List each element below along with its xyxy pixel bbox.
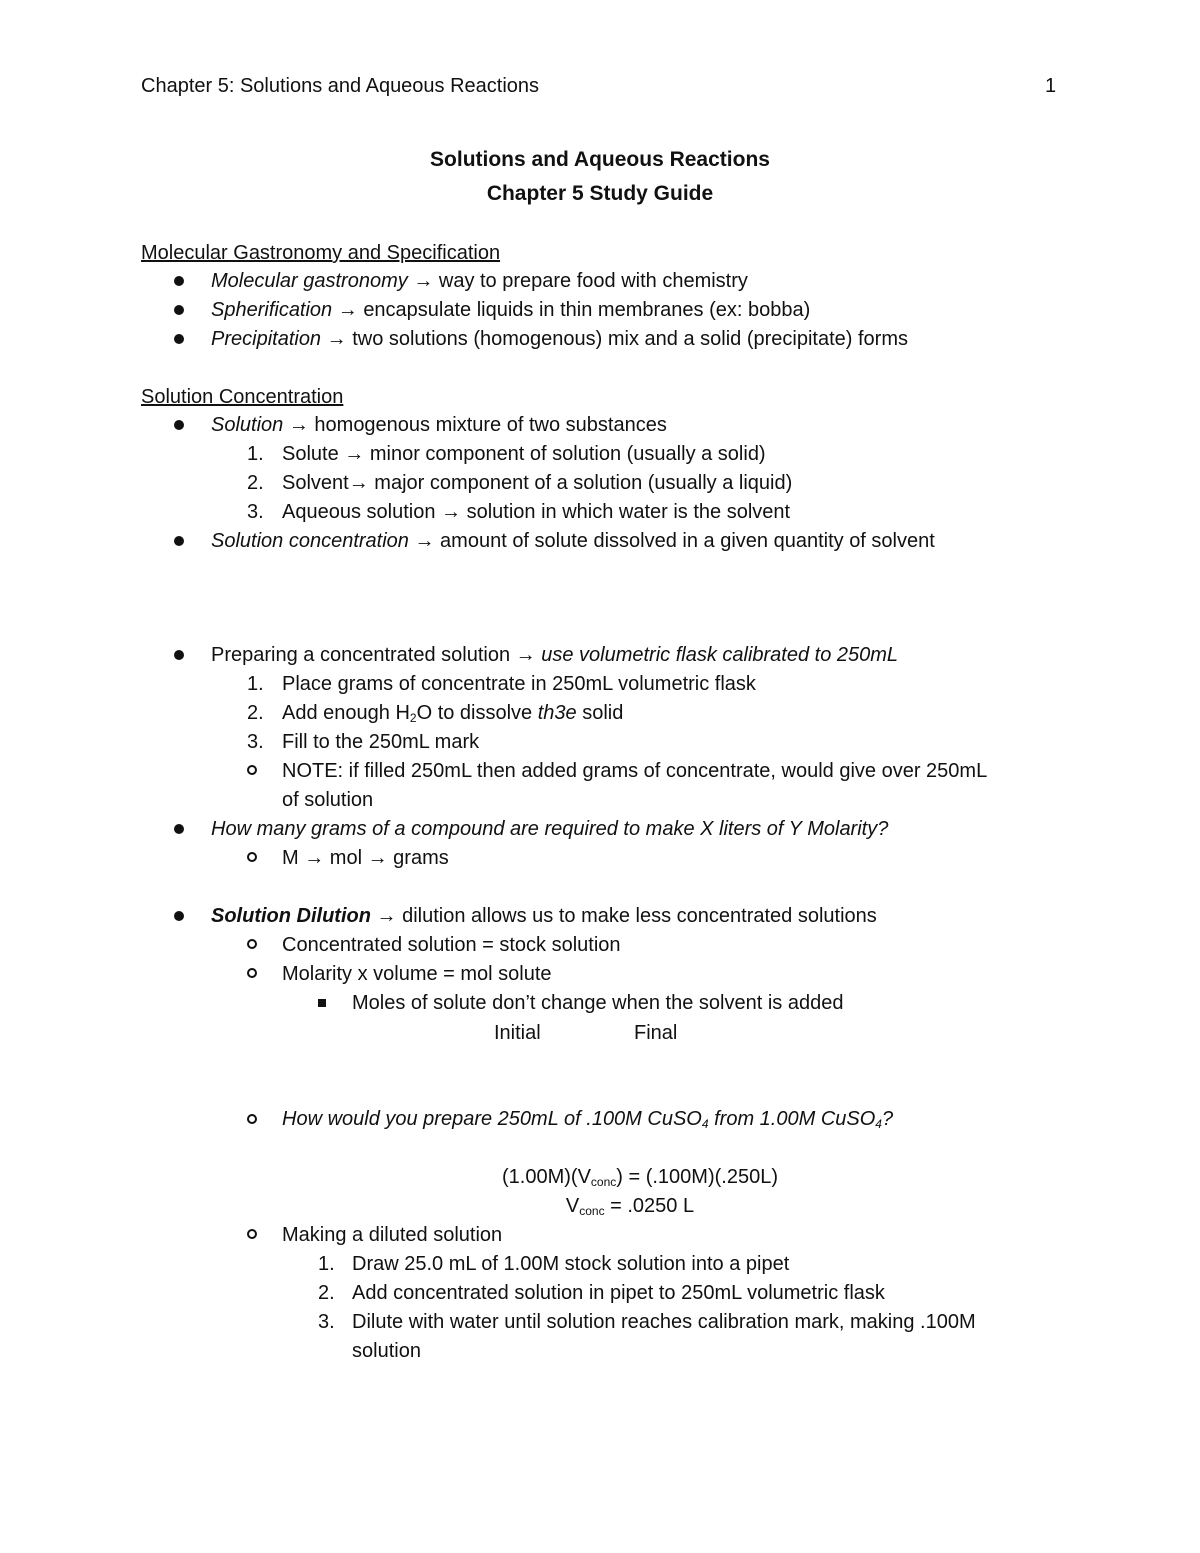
circle-bullet-icon	[247, 852, 257, 862]
list-item	[282, 700, 623, 726]
definition: way to prepare food with chemistry	[438, 270, 748, 292]
term: Spherification	[211, 299, 333, 321]
arrow-icon: →	[344, 443, 365, 465]
bullet-icon	[174, 334, 184, 344]
list-item	[282, 470, 792, 496]
list-item: Dilute with water until solution reaches calibration mark, making .100M	[352, 1311, 976, 1333]
question: How many grams of a compound are required to make X liters of Y Molarity?	[211, 818, 889, 840]
step-text: Add enough H	[282, 702, 410, 724]
conversion-path	[282, 845, 449, 871]
subscript: conc	[590, 1175, 617, 1189]
definition: minor component of solution (usually a solid)	[369, 443, 766, 465]
list-number: 3.	[247, 731, 264, 753]
equation-text: (1.00M)(V	[502, 1166, 591, 1188]
list-item: Draw 25.0 mL of 1.00M stock solution into a pipet	[352, 1253, 790, 1275]
list-item: Making a diluted solution	[282, 1224, 503, 1246]
list-item	[211, 412, 667, 438]
subscript: 4	[875, 1117, 882, 1131]
question-text: from 1.00M CuSO	[708, 1108, 876, 1130]
step-text: M	[282, 847, 299, 869]
arrow-icon: →	[441, 501, 462, 523]
definition: dilution allows us to make less concentrated solutions	[402, 905, 877, 927]
running-header: Chapter 5: Solutions and Aqueous Reactions	[141, 75, 540, 97]
page-number: 1	[1045, 75, 1057, 97]
arrow-icon: →	[304, 847, 325, 869]
circle-bullet-icon	[247, 765, 257, 775]
list-item	[211, 268, 748, 294]
bullet-icon	[174, 536, 184, 546]
equation-1	[0, 1164, 1200, 1190]
arrow-icon: →	[515, 644, 536, 666]
equation-text: V	[565, 1195, 580, 1217]
list-item-continued: solution	[352, 1340, 421, 1362]
list-item: Moles of solute don’t change when the solvent is added	[352, 992, 844, 1014]
circle-bullet-icon	[247, 968, 257, 978]
question	[282, 1106, 893, 1132]
term: Solution concentration	[211, 530, 409, 552]
step-text-italic: th3e	[537, 702, 577, 724]
bullet-icon	[174, 824, 184, 834]
document-title: Solutions and Aqueous Reactions	[430, 148, 770, 171]
list-number: 2.	[318, 1282, 335, 1304]
arrow-icon: →	[348, 472, 369, 494]
list-item	[282, 441, 766, 467]
section-heading-concentration: Solution Concentration	[141, 386, 344, 408]
circle-bullet-icon	[247, 939, 257, 949]
label-final: Final	[634, 1022, 678, 1044]
list-item: Add concentrated solution in pipet to 250mL volumetric flask	[352, 1282, 885, 1304]
arrow-icon: →	[367, 847, 388, 869]
arrow-icon: →	[413, 270, 434, 292]
definition: solution in which water is the solvent	[466, 501, 791, 523]
list-item: Place grams of concentrate in 250mL volumetric flask	[282, 673, 756, 695]
list-number: 2.	[247, 472, 264, 494]
list-item: Fill to the 250mL mark	[282, 731, 480, 753]
term: Aqueous solution	[282, 501, 436, 523]
list-number: 3.	[247, 501, 264, 523]
list-number: 1.	[247, 443, 264, 465]
subscript: 4	[701, 1117, 709, 1131]
list-item	[211, 903, 877, 929]
term: Molecular gastronomy	[211, 270, 408, 292]
step-text: O to dissolve	[416, 702, 538, 724]
question-text: ?	[881, 1108, 894, 1130]
subscript: 2	[409, 711, 417, 725]
equation-text: = .0250 L	[604, 1195, 695, 1217]
list-item	[282, 499, 790, 525]
section-heading-gastronomy: Molecular Gastronomy and Specification	[141, 242, 501, 264]
list-number: 3.	[318, 1311, 335, 1333]
bullet-icon	[174, 305, 184, 315]
list-number: 1.	[318, 1253, 335, 1275]
arrow-icon: →	[337, 299, 358, 321]
square-bullet-icon	[318, 999, 326, 1007]
subscript: conc	[579, 1204, 605, 1218]
definition: use volumetric flask calibrated to 250mL	[541, 644, 899, 666]
definition: homogenous mixture of two substances	[314, 414, 667, 436]
list-item	[211, 326, 908, 352]
definition: two solutions (homogenous) mix and a solid (precipitate) forms	[352, 328, 908, 350]
term: Solute	[282, 443, 339, 465]
list-item: Molarity x volume = mol solute	[282, 963, 552, 985]
term: Solution	[211, 414, 284, 436]
definition: major component of a solution (usually a liquid)	[374, 472, 793, 494]
definition: encapsulate liquids in thin membranes (ex: bobba)	[363, 299, 811, 321]
circle-bullet-icon	[247, 1229, 257, 1239]
circle-bullet-icon	[247, 1114, 257, 1124]
list-item	[211, 528, 935, 554]
term: Precipitation	[211, 328, 322, 350]
definition: amount of solute dissolved in a given quantity of solvent	[440, 530, 935, 552]
equation-text: ) = (.100M)(.250L)	[616, 1166, 778, 1188]
list-item	[211, 297, 810, 323]
bullet-icon	[174, 650, 184, 660]
equation-2	[0, 1193, 1200, 1219]
step-text: solid	[576, 702, 624, 724]
list-item	[211, 642, 898, 668]
term: Solvent	[282, 472, 349, 494]
bullet-icon	[174, 911, 184, 921]
question-text: How would you prepare 250mL of .100M CuSO	[282, 1108, 702, 1130]
arrow-icon: →	[376, 905, 397, 927]
list-number: 2.	[247, 702, 264, 724]
note-line: NOTE: if filled 250mL then added grams of concentrate, would give over 250mL	[282, 760, 988, 782]
document-subtitle: Chapter 5 Study Guide	[486, 182, 714, 205]
term: Preparing a concentrated solution	[211, 644, 511, 666]
term: Solution Dilution	[211, 905, 371, 927]
label-initial: Initial	[494, 1022, 541, 1044]
arrow-icon: →	[414, 530, 435, 552]
bullet-icon	[174, 420, 184, 430]
bullet-icon	[174, 276, 184, 286]
step-text: mol	[329, 847, 363, 869]
note-line-continued: of solution	[282, 789, 374, 811]
list-number: 1.	[247, 673, 264, 695]
step-text: grams	[393, 847, 449, 869]
arrow-icon: →	[326, 328, 347, 350]
list-item: Concentrated solution = stock solution	[282, 934, 621, 956]
arrow-icon: →	[288, 414, 309, 436]
